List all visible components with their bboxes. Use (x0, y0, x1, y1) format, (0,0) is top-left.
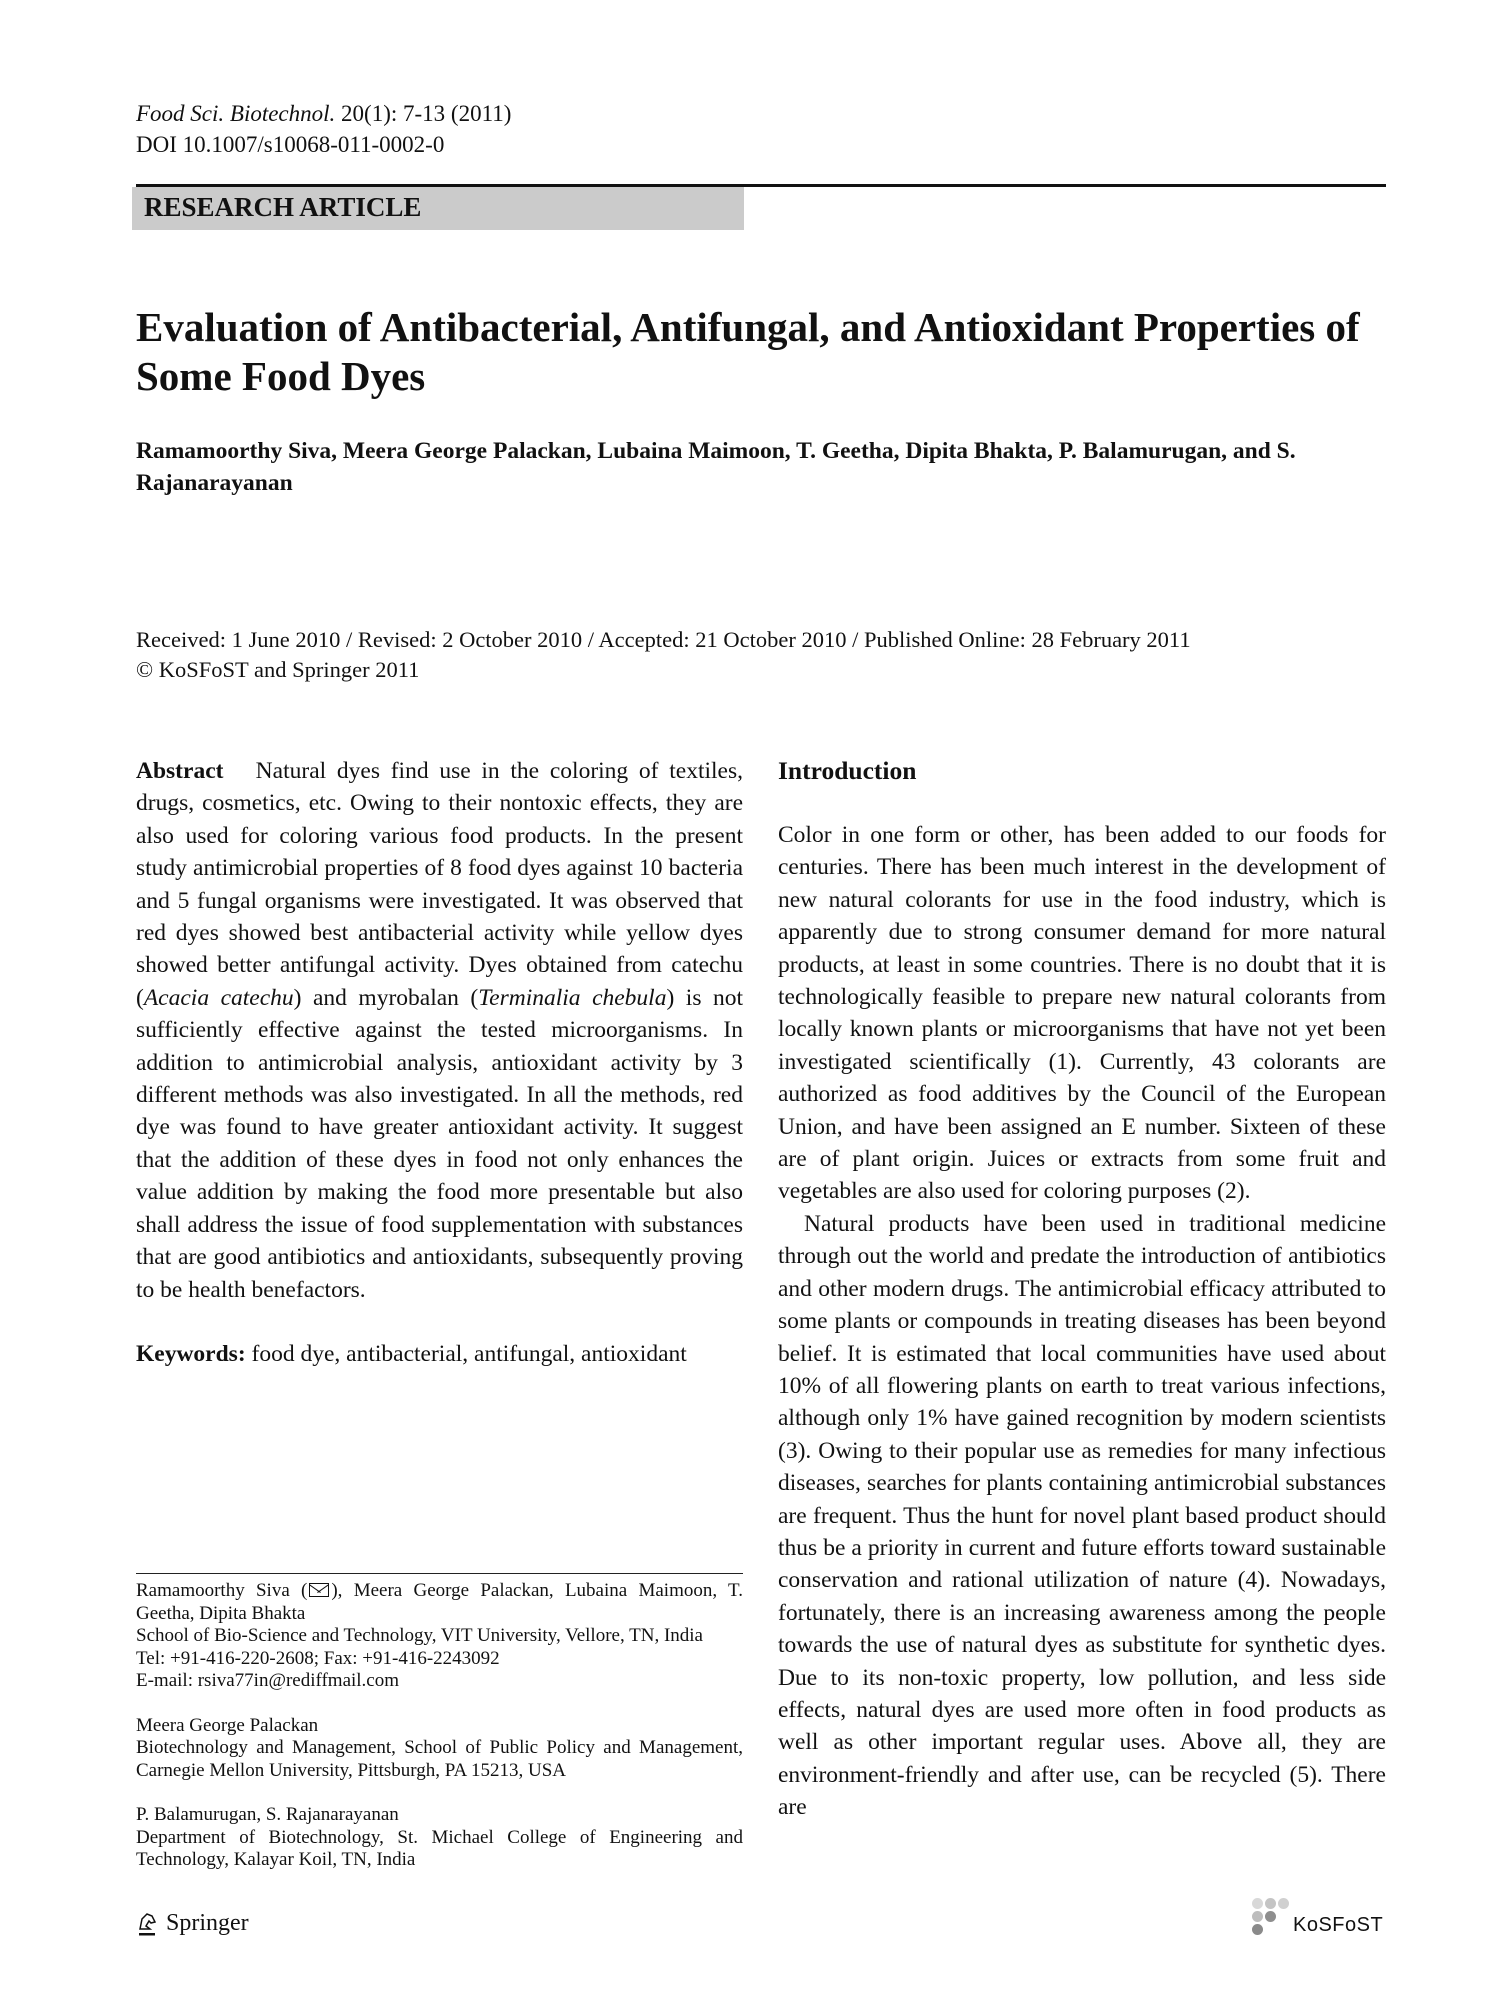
journal-citation: 20(1): 7-13 (2011) (335, 101, 512, 126)
abstract-text: ) and myrobalan ( (293, 984, 479, 1011)
journal-name: Food Sci. Biotechnol. (136, 101, 336, 126)
affiliation-email[interactable]: E-mail: rsiva77in@rediffmail.com (136, 1670, 400, 1691)
species-name: Terminalia chebula (478, 984, 667, 1011)
author-affiliations (136, 1580, 743, 1894)
journal-header (136, 98, 511, 160)
article-title: Evaluation of Antibacterial, Antifungal, and Antioxidant Properties of Some Food Dyes (136, 304, 1360, 399)
section-label: RESEARCH ARTICLE (144, 192, 422, 222)
introduction-column (778, 755, 1386, 1824)
footnote-rule (136, 1573, 743, 1574)
envelope-icon (309, 1583, 329, 1597)
body-paragraph: Natural products have been used in traditional medicine through out the world and predate the introduction of antibiotics and other modern drugs. The antimicrobial efficacy attributed to some plants or compounds in treating diseases has been beyond belief. It is estimated that local communities have used about 10% of all flowering plants on earth to treat various infections, although only 1% have gained recognition by modern scientists (3). Owing to their popular use as remedies for many infectious diseases, searches for plants containing antimicrobial substances are frequent. Thus the hunt for novel plant based product should thus be a priority in current and future efforts toward sustainable conservation and rational utilization of nature (4). Nowadays, fortunately, there is an increasing awareness among the people towards the use of natural dyes as substitute for synthetic dyes. Due to its non-toxic property, low pollution, and less side effects, natural dyes are used more often in food products as well as other important regular uses. Above all, they are environment-friendly and after use, can be recycled (5). There are (778, 1210, 1386, 1821)
society-name: KoSFoST (1293, 1914, 1384, 1936)
history-dates: Received: 1 June 2010 / Revised: 2 October 2010 / Accepted: 21 October 2010 / Published Online: 28 February 2011 (136, 627, 1191, 652)
springer-horse-icon (136, 1911, 158, 1937)
keywords (136, 1338, 743, 1370)
abstract-text: Natural dyes find use in the coloring of textiles, drugs, cosmetics, etc. Owing to their nontoxic effects, they are also used for coloring various food products. In the present study antimicrobial properties of 8 food dyes against 10 bacteria and 5 fungal organisms were investigated. It was observed that red dyes showed best antibacterial activity while yellow dyes showed better antifungal activity. Dyes obtained from catechu ( (136, 758, 749, 1011)
affiliation-authors: Meera George Palackan (136, 1714, 319, 1736)
affiliation-address: School of Bio-Science and Technology, VIT University, Vellore, TN, India (136, 1625, 703, 1646)
abstract-column (136, 755, 749, 1370)
affiliation-2 (136, 1715, 743, 1783)
affiliation-address: Biotechnology and Management, School of Public Policy and Management, Carnegie Mellon University, Pittsburgh, PA 15213, USA (136, 1737, 743, 1781)
species-name: Acacia catechu (143, 984, 294, 1011)
affiliation-3 (136, 1804, 743, 1872)
doi: DOI 10.1007/s10068-011-0002-0 (136, 132, 445, 157)
affiliation-authors: Ramamoorthy Siva ( (136, 1580, 308, 1601)
affiliation-1 (136, 1580, 743, 1693)
keywords-label: Keywords: (136, 1340, 246, 1367)
springer-logo (136, 1910, 249, 1937)
keywords-text: food dye, antibacterial, antifungal, antioxidant (245, 1340, 687, 1367)
author-list: Ramamoorthy Siva, Meera George Palackan, Lubaina Maimoon, T. Geetha, Dipita Bhakta, P. Balamurugan, and S. Rajanarayanan (136, 438, 1296, 496)
affiliation-phone: Tel: +91-416-220-2608; Fax: +91-416-2243092 (136, 1647, 500, 1669)
abstract-label: Abstract (136, 758, 224, 784)
kosfost-dots-icon (1252, 1898, 1289, 1935)
affiliation-authors: ), Meera George Palackan, Lubaina Maimoon, T. Geetha, Dipita Bhakta (136, 1580, 743, 1624)
section-banner (132, 187, 744, 230)
affiliation-address: Department of Biotechnology, St. Michael College of Engineering and Technology, Kalayar Koil, TN, India (136, 1826, 743, 1870)
abstract (136, 755, 749, 1306)
copyright: © KoSFoST and Springer 2011 (136, 657, 420, 682)
article-dates (136, 625, 1386, 685)
introduction-heading: Introduction (778, 756, 917, 785)
kosfost-logo (1252, 1898, 1383, 1935)
body-paragraph: Color in one form or other, has been added to our foods for centuries. There has been much interest in the development of new natural colorants for use in the food industry, which is apparently due to strong consumer demand for more natural products, at least in some countries. There is no doubt that it is technologically feasible to prepare new natural colorants from locally known plants or microorganisms that have not yet been investigated scientifically (1). Currently, 43 colorants are authorized as food additives by the Council of the European Union, and have been assigned an E number. Sixteen of these are of plant origin. Juices or extracts from some fruit and vegetables are also used for coloring purposes (2). (778, 822, 1386, 1205)
abstract-text: ) is not sufficiently effective against the tested microorganisms. In addition to antimicrobial analysis, antioxidant activity by 3 different methods was also investigated. In all the methods, red dye was found to have greater antioxidant activity. It suggest that the addition of these dyes in food not only enhances the value addition by making the food more presentable but also shall address the issue of food supplementation with substances that are good antibiotics and antioxidants, subsequently proving to be health benefactors. (136, 984, 744, 1303)
affiliation-authors: P. Balamurugan, S. Rajanarayanan (136, 1804, 399, 1825)
publisher-name: Springer (166, 1910, 249, 1936)
